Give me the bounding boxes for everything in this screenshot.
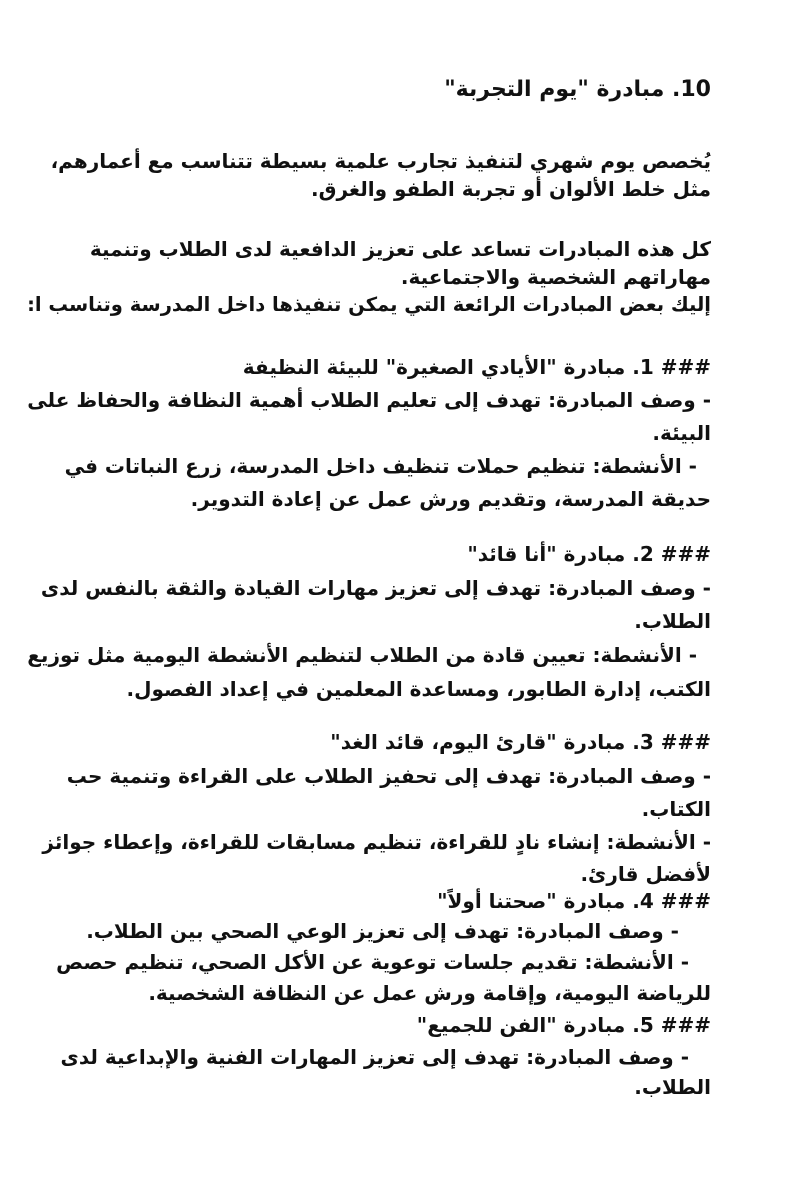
initiative-1-line: البيئة.	[652, 421, 711, 445]
initiative-2-line: الكتب، إدارة الطابور، ومساعدة المعلمين في إعداد الفصول.	[126, 677, 711, 701]
initiative-4-line: - وصف المبادرة: تهدف إلى تعزيز الوعي الصحي بين الطلاب.	[86, 919, 679, 943]
initiative-2-line: - وصف المبادرة: تهدف إلى تعزيز مهارات القيادة والثقة بالنفس لدى	[40, 576, 711, 600]
initiative-2-line: - الأنشطة: تعيين قادة من الطلاب لتنظيم الأنشطة اليومية مثل توزيع	[27, 643, 697, 667]
initiative-3-line: - وصف المبادرة: تهدف إلى تحفيز الطلاب على القراءة وتنمية حب	[66, 764, 711, 788]
initiative-4-line: للرياضة اليومية، وإقامة ورش عمل عن النظافة الشخصية.	[148, 981, 711, 1005]
initiative-5-line: الطلاب.	[634, 1075, 711, 1099]
summary-line: مهاراتهم الشخصية والاجتماعية.	[400, 265, 711, 289]
initiative-3-line: - الأنشطة: إنشاء نادٍ للقراءة، تنظيم مسابقات للقراءة، وإعطاء جوائز	[42, 830, 711, 854]
initiative-1-line: حديقة المدرسة، وتقديم ورش عمل عن إعادة التدوير.	[190, 487, 711, 511]
initiative-1-line: - الأنشطة: تنظيم حملات تنظيف داخل المدرسة، زرع النباتات في	[64, 454, 697, 478]
section-10-body-line: يُخصص يوم شهري لتنفيذ تجارب علمية بسيطة تتناسب مع أعمارهم،	[50, 149, 711, 173]
initiative-4-line: - الأنشطة: تقديم جلسات توعوية عن الأكل الصحي، تنظيم حصص	[56, 950, 689, 974]
initiative-5-heading: ### 5. مبادرة "الفن للجميع"	[416, 1013, 711, 1037]
initiative-2-line: الطلاب.	[634, 609, 711, 633]
initiative-2-heading: ### 2. مبادرة "أنا قائد"	[467, 542, 711, 566]
section-10-title: 10. مبادرة "يوم التجربة"	[444, 77, 711, 102]
section-10-body-line: مثل خلط الألوان أو تجربة الطفو والغرق.	[311, 177, 711, 201]
summary-line: كل هذه المبادرات تساعد على تعزيز الدافعية لدى الطلاب وتنمية	[89, 237, 711, 261]
initiative-3-line: الكتاب.	[641, 797, 711, 821]
initiative-5-line: - وصف المبادرة: تهدف إلى تعزيز المهارات الفنية والإبداعية لدى	[60, 1045, 689, 1069]
initiative-1-heading: ### 1. مبادرة "الأيادي الصغيرة" للبيئة النظيفة	[242, 355, 711, 379]
summary-line: إليك بعض المبادرات الرائعة التي يمكن تنفيذها داخل المدرسة وتناسب ا:	[27, 293, 711, 316]
initiative-1-line: - وصف المبادرة: تهدف إلى تعليم الطلاب أهمية النظافة والحفاظ على	[27, 388, 711, 412]
initiative-4-heading: ### 4. مبادرة "صحتنا أولاً"	[437, 889, 711, 913]
initiative-3-heading: ### 3. مبادرة "قارئ اليوم، قائد الغد"	[330, 730, 711, 754]
initiative-3-line: لأفضل قارئ.	[580, 862, 711, 886]
